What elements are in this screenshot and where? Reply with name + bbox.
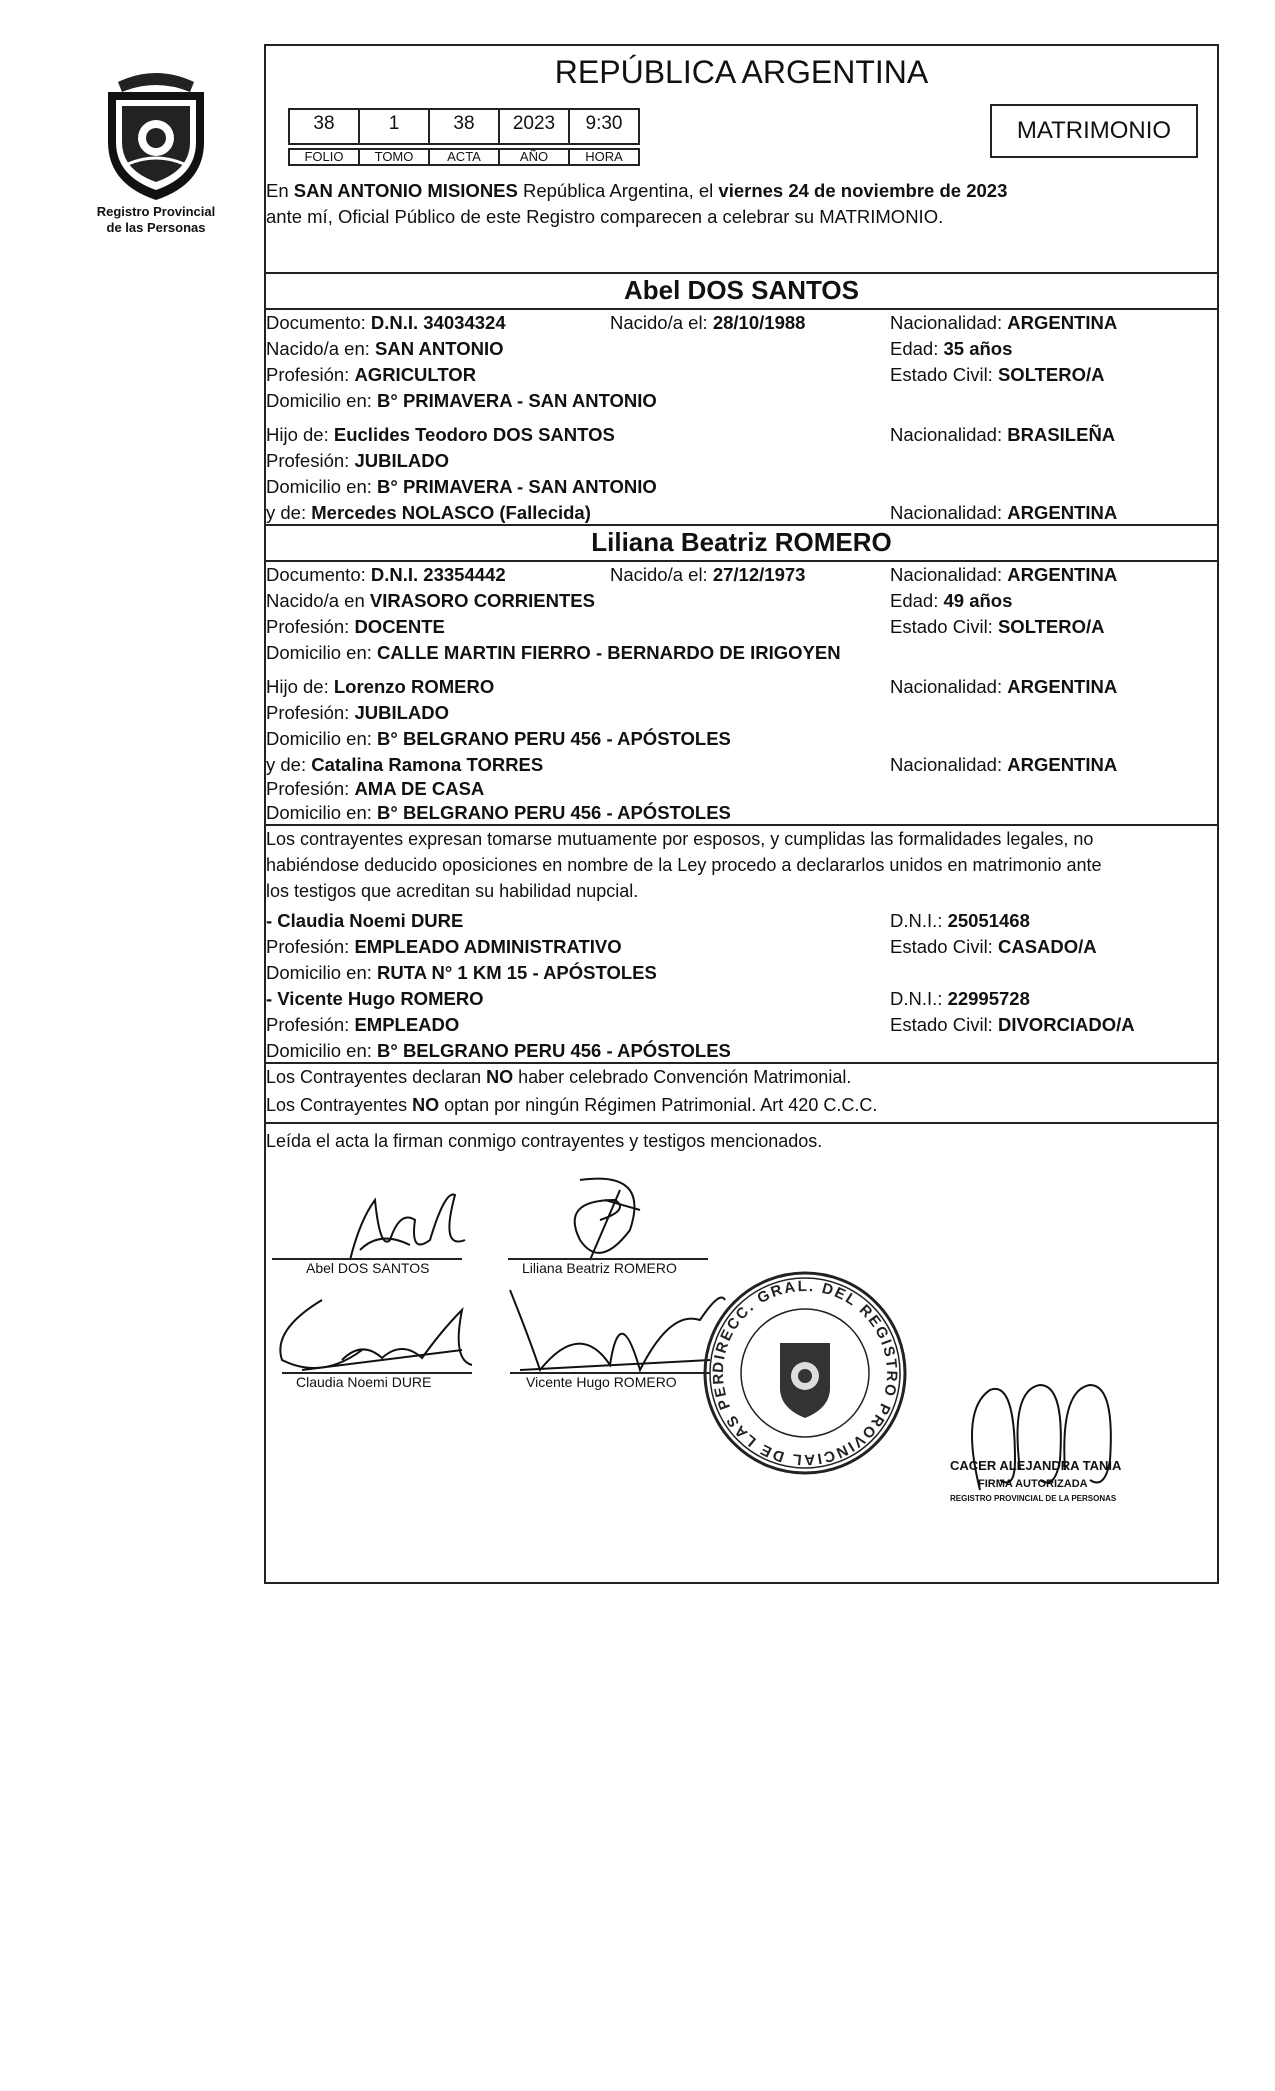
spouse2-madre-profesion: Profesión: AMA DE CASA [266, 778, 485, 799]
act-type-box: MATRIMONIO [990, 104, 1198, 158]
witness1-domicilio: Domicilio en: RUTA N° 1 KM 15 - APÓSTOLES [266, 962, 657, 983]
declaration-line-3: los testigos que acreditan su habilidad nupcial. [266, 881, 639, 901]
closing-text: Leída el acta la firman conmigo contrayentes y testigos mencionados. [266, 1131, 823, 1151]
stamp-text: DIRECC. GRAL. DEL REGISTRO PROVINCIAL DE LAS PERSONAS · MINIST. DE GOBIERNO · [692, 1255, 901, 1469]
spouse2-nacido-el: Nacido/a el: 27/12/1973 [610, 564, 806, 585]
signature-1-name: Abel DOS SANTOS [306, 1260, 430, 1276]
signature-4-name: Vicente Hugo ROMERO [526, 1374, 677, 1390]
acta-label: ACTA [428, 148, 500, 166]
spouse2-padre: Hijo de: Lorenzo ROMERO [266, 676, 495, 697]
spouse1-edad: Edad: 35 años [890, 338, 1013, 359]
spouse1-domicilio: Domicilio en: B° PRIMAVERA - SAN ANTONIO [266, 390, 657, 411]
witness2-dni: D.N.I.: 22995728 [890, 988, 1030, 1009]
spouse1-madre: y de: Mercedes NOLASCO (Fallecida) [266, 502, 591, 523]
logo-caption-2: de las Personas [106, 220, 206, 235]
official-org: REGISTRO PROVINCIAL DE LA PERSONAS [950, 1494, 1117, 1503]
divider [264, 824, 1219, 826]
spouse2-madre-nacionalidad: Nacionalidad: ARGENTINA [890, 754, 1118, 775]
spouse1-nacido-el: Nacido/a el: 28/10/1988 [610, 312, 806, 333]
spouse1-documento: Documento: D.N.I. 34034324 [266, 312, 506, 333]
folio-value: 38 [288, 108, 360, 145]
declaration-line-2: habiéndose deducido oposiciones en nombre de la Ley procedo a declararlos unidos en matrimonio ante [266, 855, 1102, 875]
spouse1-madre-nacionalidad: Nacionalidad: ARGENTINA [890, 502, 1118, 523]
spouse2-padre-domicilio: Domicilio en: B° BELGRANO PERU 456 - APÓSTOLES [266, 728, 731, 749]
spouse2-documento: Documento: D.N.I. 23354442 [266, 564, 506, 585]
spouse2-edad: Edad: 49 años [890, 590, 1013, 611]
misiones-seal-icon [98, 72, 214, 202]
spouse2-padre-profesion: Profesión: JUBILADO [266, 702, 449, 723]
witness1-dni: D.N.I.: 25051468 [890, 910, 1030, 931]
spouse1-profesion: Profesión: AGRICULTOR [266, 364, 477, 385]
spouse2-madre: y de: Catalina Ramona TORRES [266, 754, 544, 775]
ano-value: 2023 [498, 108, 570, 145]
official-name: CACER ALEJANDRA TANIA [950, 1458, 1122, 1473]
provincial-logo [98, 72, 214, 202]
folio-label: FOLIO [288, 148, 360, 166]
witness2-name: - Vicente Hugo ROMERO [266, 988, 484, 1009]
spouse1-padre-profesion: Profesión: JUBILADO [266, 450, 449, 471]
spouse2-nacionalidad: Nacionalidad: ARGENTINA [890, 564, 1118, 585]
spouse2-estado-civil: Estado Civil: SOLTERO/A [890, 616, 1105, 637]
tomo-label: TOMO [358, 148, 430, 166]
spouse2-name: Liliana Beatriz ROMERO [591, 527, 892, 557]
spouse2-domicilio: Domicilio en: CALLE MARTIN FIERRO - BERNARDO DE IRIGOYEN [266, 642, 841, 663]
declaration-line-1: Los contrayentes expresan tomarse mutuamente por esposos, y cumplidas las formalidades legales, no [266, 829, 1094, 849]
spouse2-profesion: Profesión: DOCENTE [266, 616, 445, 637]
spouse1-estado-civil: Estado Civil: SOLTERO/A [890, 364, 1105, 385]
ano-label: AÑO [498, 148, 570, 166]
spouse1-padre-nacionalidad: Nacionalidad: BRASILEÑA [890, 424, 1116, 445]
witness1-name: - Claudia Noemi DURE [266, 910, 464, 931]
signature-vicente-scribble [500, 1280, 730, 1380]
regime-line-2: Los Contrayentes NO optan por ningún Régimen Patrimonial. Art 420 C.C.C. [266, 1095, 878, 1115]
divider [264, 1062, 1219, 1064]
intro-line-2: ante mí, Oficial Público de este Registro comparecen a celebrar su MATRIMONIO. [266, 206, 944, 227]
acta-value: 38 [428, 108, 500, 145]
regime-line-1: Los Contrayentes declaran NO haber celebrado Convención Matrimonial. [266, 1067, 852, 1087]
spouse2-padre-nacionalidad: Nacionalidad: ARGENTINA [890, 676, 1118, 697]
signature-claudia-scribble [262, 1290, 482, 1380]
signature-abel-scribble [320, 1180, 470, 1270]
divider [264, 1122, 1219, 1124]
spouse1-nacionalidad: Nacionalidad: ARGENTINA [890, 312, 1118, 333]
tomo-value: 1 [358, 108, 430, 145]
witness2-estado-civil: Estado Civil: DIVORCIADO/A [890, 1014, 1135, 1035]
witness2-profesion: Profesión: EMPLEADO [266, 1014, 460, 1035]
spouse1-padre: Hijo de: Euclides Teodoro DOS SANTOS [266, 424, 615, 445]
logo-caption-1: Registro Provincial [96, 204, 216, 219]
signature-3-name: Claudia Noemi DURE [296, 1374, 432, 1390]
signature-2-name: Liliana Beatriz ROMERO [522, 1260, 677, 1276]
spouse1-padre-domicilio: Domicilio en: B° PRIMAVERA - SAN ANTONIO [266, 476, 657, 497]
spouse1-nacido-en: Nacido/a en: SAN ANTONIO [266, 338, 504, 359]
official-stamp [692, 1255, 910, 1478]
hora-label: HORA [568, 148, 640, 166]
logo-seal-text [98, 72, 99, 73]
official-role: FIRMA AUTORIZADA [978, 1478, 1088, 1490]
spouse1-name: Abel DOS SANTOS [623, 275, 859, 305]
divider [264, 524, 1219, 526]
hora-value: 9:30 [568, 108, 640, 145]
witness2-domicilio: Domicilio en: B° BELGRANO PERU 456 - APÓSTOLES [266, 1040, 731, 1061]
witness1-estado-civil: Estado Civil: CASADO/A [890, 936, 1097, 957]
divider [264, 272, 1219, 274]
spouse2-madre-domicilio: Domicilio en: B° BELGRANO PERU 456 - APÓSTOLES [266, 802, 731, 823]
page-title: REPÚBLICA ARGENTINA [554, 54, 929, 90]
stamp-seal-icon [692, 1255, 910, 1478]
divider [264, 560, 1219, 562]
witness1-profesion: Profesión: EMPLEADO ADMINISTRATIVO [266, 936, 622, 957]
intro-line-1: En SAN ANTONIO MISIONES República Argentina, el viernes 24 de noviembre de 2023 [266, 180, 1008, 201]
divider [264, 308, 1219, 310]
spouse2-nacido-en: Nacido/a en VIRASORO CORRIENTES [266, 590, 595, 611]
